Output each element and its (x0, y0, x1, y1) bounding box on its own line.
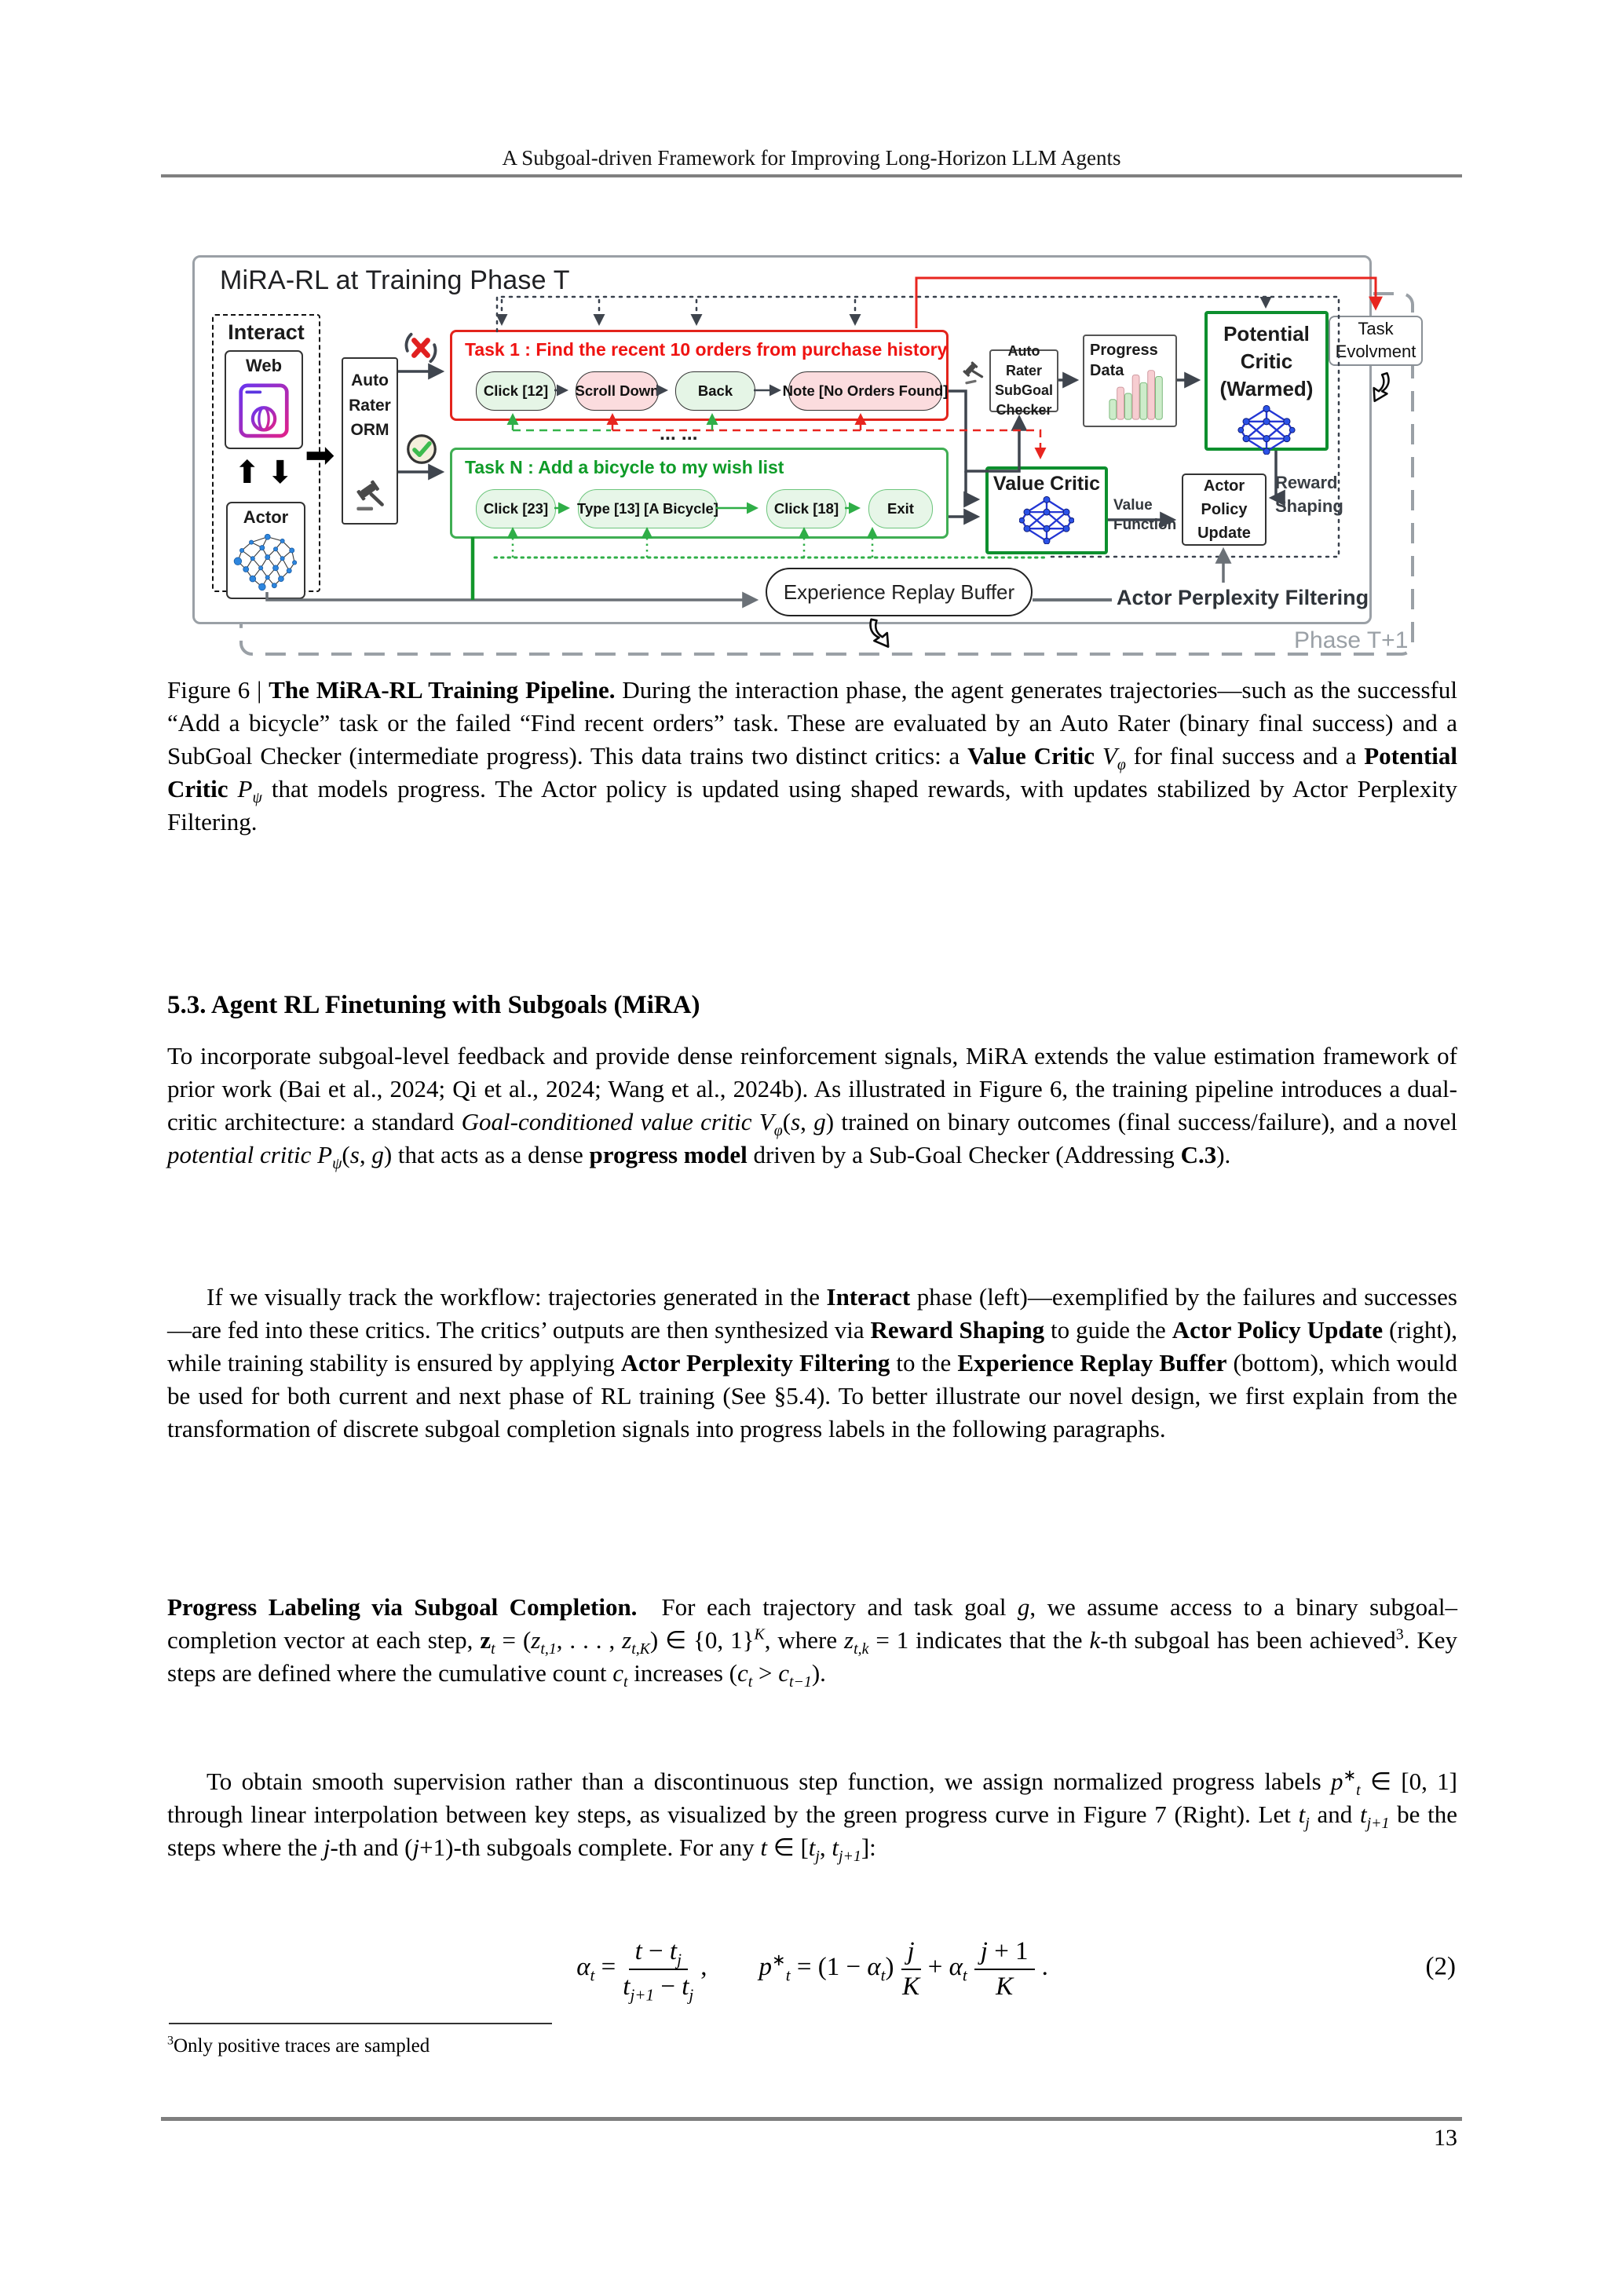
experience-replay-buffer-label: Experience Replay Buffer (783, 579, 1015, 604)
equation-fraction-2: $\frac{j}{K}$ (902, 1937, 920, 2001)
taskN-title: Task N : Add a bicycle to my wish list (465, 457, 784, 477)
potential-critic-network-icon (1236, 404, 1297, 455)
interact-to-rater-arrow-icon: ➡ (305, 434, 335, 475)
footer-rule (161, 2117, 1462, 2121)
figure-title: MiRA-RL at Training Phase T (220, 265, 570, 295)
subgoal-gavel-icon (958, 357, 988, 387)
equation-2 (167, 1921, 1457, 2013)
task1-step-pill: Scroll Down (576, 371, 659, 411)
equation-mid: , $p^∗_t = (1 - \alpha_t)$ (700, 1950, 894, 1985)
equation-fraction-3: $\frac{j + 1}{K}$ (974, 1937, 1035, 2002)
web-label: Web (245, 356, 283, 375)
success-check-icon (406, 433, 437, 465)
footnote-3: $^3$Only positive traces are sampled (167, 2034, 430, 2057)
potential-critic-box (1204, 311, 1329, 451)
equation-plus: + $\alpha_t$ (927, 1952, 967, 1985)
footnote-rule (169, 2023, 552, 2024)
page-number: 13 (1434, 2125, 1457, 2151)
figure-6-caption: Figure 6 | The MiRA-RL Training Pipeline. During the interaction phase, the agent generates trajectories—such as the successful “Add a bicycle” task or the failed “Find recent orders” task. These are evaluated by an Auto Rater (binary final success) and a SubGoal Checker (intermediate progress). This data trains two distinct critics: a Value Critic $V_\varphi$ for final success and a Potential Critic $P_\psi$ that models progress. The Actor policy is updated using shaped rewards, with updates stabilized by Actor Perplexity Filtering. (167, 676, 1457, 835)
gavel-icon (353, 477, 389, 514)
taskN-box (450, 448, 949, 539)
paragraph-4: To obtain smooth supervision rather than a discontinuous step function, we assign normalized progress labels $p^∗_t$ ∈ [0, 1] through linear interpolation between key steps, as visualized by the green progress curve in Figure 7 (Right). Let $t_j$ and $t_{j+1}$ be the steps where the j-th and (j+1)-th subgoals complete. For any t ∈ [$t_j$, $t_{j+1}$]: (167, 1767, 1457, 1866)
task1-box (450, 330, 949, 421)
equation-number: (2) (1425, 1952, 1456, 1981)
auto-rater-orm-box (342, 357, 398, 525)
equation-fraction-1: $\frac{t - t_j}{t_{j+1} - t_j}$ (623, 1937, 694, 2005)
task1-step-pill: Click [12] (476, 371, 556, 411)
phase-t1-label: Phase T+1 (1294, 627, 1409, 653)
web-actor-up-arrow-icon: ⬆ (234, 455, 261, 490)
web-box (225, 350, 303, 449)
actor-perplexity-filtering-label: Actor Perplexity Filtering (1117, 586, 1369, 609)
actor-policy-update-label: Actor Policy Update (1197, 477, 1251, 542)
running-header: A Subgoal-driven Framework for Improving Long-Horizon LLM Agents (502, 146, 1121, 170)
potential-critic-label: Potential Critic (Warmed) (1219, 322, 1314, 401)
taskN-step-pill: Exit (868, 489, 933, 528)
value-function-label: Value Function (1113, 497, 1177, 533)
tasks-ellipsis: ... ... (660, 422, 698, 444)
actor-label: Actor (243, 507, 289, 527)
task-evolvment-box (1329, 316, 1423, 366)
subgoal-checker-box (989, 342, 1058, 419)
taskN-step-pill: Type [13] [A Bicycle] (578, 489, 718, 528)
figure-6-pipeline-diagram (188, 250, 1429, 667)
actor-box (226, 502, 305, 599)
progress-bars-icon (1107, 364, 1172, 422)
reward-shaping-label: Reward Shaping (1275, 473, 1343, 516)
fail-cross-icon (404, 331, 437, 364)
section-heading-5-3: 5.3. Agent RL Finetuning with Subgoals (MiRA) (167, 991, 700, 1019)
paragraph-progress-labeling: Progress Labeling via Subgoal Completion. For each trajectory and task goal g, we assume access to a binary subgoal–completion vector at each step, $z_t = (z_{t,1}$, . . . , $z_{t,K}$) ∈ {0, 1}$^K$, where $z_{t,k} = 1$ indicates that the k-th subgoal has been achieved$^3$. Key steps are defined where the cumulative count $c_t$ increases $(c_t > c_{t-1})$. (167, 1593, 1458, 1691)
task-evolvment-label: Task Evolvment (1335, 319, 1416, 361)
task1-step-pill: Note [No Orders Found] (788, 371, 942, 411)
interact-label: Interact (228, 320, 305, 344)
subgoal-checker-label: Auto Rater SubGoal Checker (994, 342, 1053, 419)
progress-data-label: Progress Data (1090, 342, 1158, 379)
auto-rater-orm-label: Auto Rater ORM (349, 371, 391, 439)
web-actor-down-arrow-icon: ⬇ (267, 455, 294, 490)
task1-step-pill: Back (675, 371, 755, 411)
progress-data-box (1083, 335, 1177, 427)
taskN-step-pill: Click [18] (766, 489, 846, 528)
web-browser-icon (237, 378, 291, 444)
paragraph-1: To incorporate subgoal-level feedback and provide dense reinforcement signals, MiRA extends the value estimation framework of prior work (Bai et al., 2024; Qi et al., 2024; Wang et al., 2024b). As illustrated in Figure 6, the training pipeline introduces a dual-critic architecture: a standard Goal-conditioned value critic $V_\varphi(s$, g) trained on binary outcomes (final success/failure), and a novel potential critic $P_\psi(s$, g) that acts as a dense progress model driven by a Sub-Goal Checker (Addressing C.3). (167, 1042, 1458, 1173)
actor-policy-update-box (1182, 473, 1267, 546)
experience-replay-buffer (766, 568, 1033, 616)
paragraph-2: If we visually track the workflow: trajectories generated in the Interact phase (left)—exemplified by the failures and successes—are fed into these critics. The critics’ outputs are then synthesized via Reward Shaping to guide the Actor Policy Update (right), while training stability is ensured by applying Actor Perplexity Filtering to the Experience Replay Buffer (bottom), which would be used for both current and next phase of RL training (See §5.4). To better illustrate our novel design, we first explain from the transformation of discrete subgoal completion signals into progress labels in the following paragraphs. (167, 1283, 1458, 1442)
header-rule (161, 174, 1462, 177)
task-evolvment-doodle-arrow-icon (1365, 371, 1395, 404)
actor-network-icon (232, 528, 300, 592)
value-critic-network-icon (1019, 495, 1074, 544)
task1-title: Task 1 : Find the recent 10 orders from purchase history (465, 339, 948, 360)
equation-lhs: $\alpha_t$ = (576, 1952, 616, 1985)
value-critic-box (985, 466, 1108, 554)
value-critic-label: Value Critic (992, 473, 1101, 495)
taskN-step-pill: Click [23] (476, 489, 556, 528)
equation-end: . (1041, 1952, 1048, 1981)
replay-buffer-doodle-arrow-icon (863, 613, 899, 652)
